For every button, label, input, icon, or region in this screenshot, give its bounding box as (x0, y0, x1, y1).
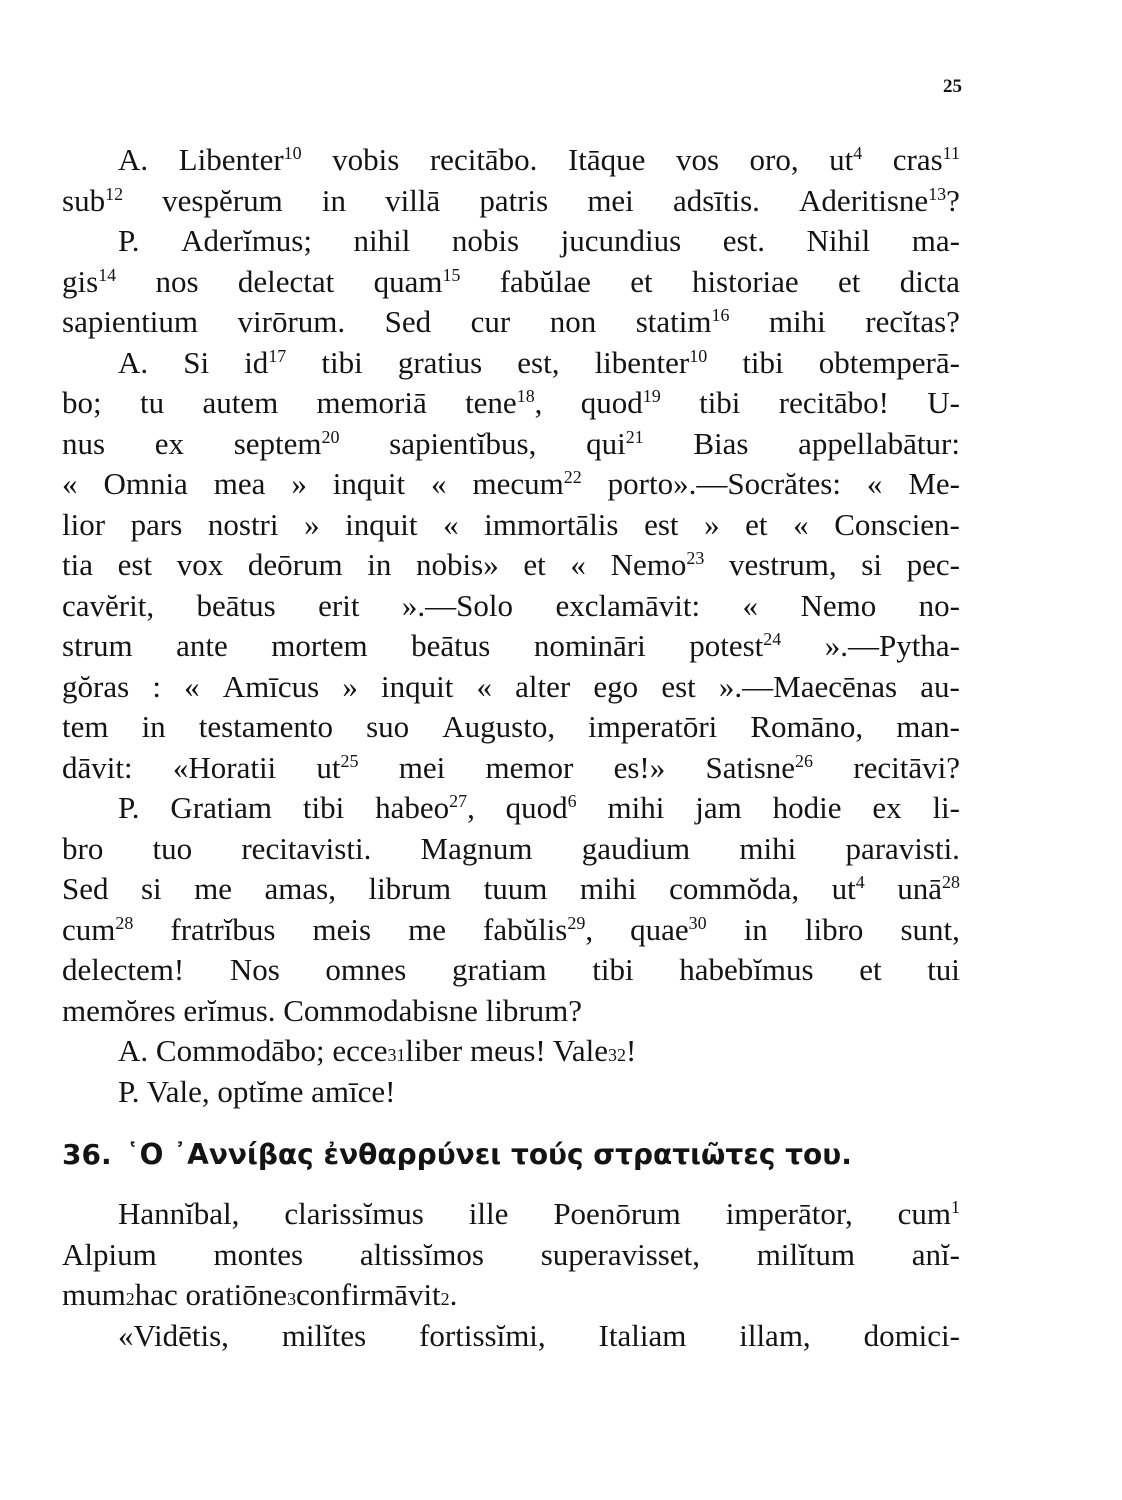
word: memor (485, 749, 574, 785)
word: altissĭmos (359, 1236, 484, 1272)
word: $id^{17}$ (244, 344, 287, 380)
text-line (62, 912, 960, 953)
word: et (745, 506, 768, 542)
word: Sed (384, 304, 432, 339)
word: delectem! (62, 952, 185, 987)
word: tuum (483, 871, 548, 906)
word: suo (366, 709, 410, 744)
word: mei (587, 182, 634, 218)
word: bro (62, 830, 104, 866)
word: domici- (863, 1317, 960, 1353)
text-line (62, 952, 960, 993)
word: Sed (62, 871, 109, 906)
word: in (367, 547, 392, 582)
word: $ut^{25}$ (316, 749, 359, 785)
word: «Horatii (172, 749, 277, 785)
word: septem$^{20}$ (233, 425, 340, 461)
word: vestrum, (728, 547, 837, 582)
word: est, (517, 344, 560, 380)
word: tibi (302, 790, 345, 825)
word: patris (479, 182, 549, 218)
word: P. (118, 790, 140, 825)
word: nobis» (416, 547, 499, 582)
word: nobis (451, 223, 520, 258)
word: « (570, 547, 586, 582)
word: adsītis. (672, 182, 760, 218)
word: et (630, 263, 653, 299)
word: et (523, 547, 546, 582)
text-line (62, 709, 960, 750)
word: lior (62, 506, 106, 542)
word: recitavisti. (241, 830, 372, 866)
word: « (476, 668, 492, 704)
word: Alpium (62, 1236, 157, 1272)
word: habeo$^{27}$, (375, 790, 475, 825)
word: gis$^{14}$ (62, 263, 117, 299)
text-line (62, 831, 960, 872)
word: Italiam (598, 1317, 687, 1353)
word: recitābo! (778, 385, 889, 420)
word: ille (468, 1196, 509, 1231)
word: recitāvi? (853, 749, 960, 785)
word: es!» (613, 749, 666, 785)
text-line (62, 628, 960, 669)
word: cum$^1$ (897, 1196, 960, 1231)
word: et (838, 263, 861, 299)
word: « (62, 466, 78, 501)
word: Nemo (800, 587, 877, 623)
word: Hannĭbal, (118, 1196, 240, 1231)
text-line (62, 871, 960, 912)
word: Bias (693, 425, 749, 461)
word: tui (927, 952, 960, 987)
word: bo; (62, 385, 102, 420)
word: non (549, 304, 597, 339)
text-line (62, 466, 960, 507)
word: superavisset, (540, 1236, 700, 1272)
word: beātus (411, 628, 491, 663)
word: Me- (908, 466, 960, 501)
word: paravisti. (845, 830, 960, 866)
word: pars (130, 506, 183, 542)
text-line: P. Vale, optĭme amīce! (118, 1073, 396, 1109)
word: : (152, 668, 161, 704)
word: « (742, 587, 758, 623)
word: ma- (911, 223, 960, 258)
text-line (62, 223, 960, 264)
word: ex (872, 790, 902, 825)
text-line (62, 264, 960, 305)
word: si (861, 547, 882, 582)
word: unā$^{28}$ (897, 871, 960, 906)
word: tuo (152, 830, 193, 866)
word: sapientĭbus, (389, 425, 537, 461)
word: commŏda, (669, 871, 800, 906)
word: vobis (332, 142, 400, 177)
word: $ut^4$ (831, 871, 865, 906)
word: vos (675, 142, 720, 177)
text-line (62, 304, 960, 345)
word: ante (176, 628, 228, 663)
word: virōrum. (237, 304, 346, 339)
word: » (304, 506, 320, 542)
word: « (866, 466, 883, 501)
word: montes (213, 1236, 304, 1272)
word: anĭ- (911, 1236, 960, 1272)
word: qui$^{21}$ (586, 425, 644, 461)
word: hodie (772, 790, 842, 825)
word: fabŭlae (499, 263, 591, 299)
word: tene$^{18}$, (465, 385, 543, 420)
word: Magnum (420, 830, 533, 866)
word: Itāque (567, 142, 646, 177)
text-block (62, 142, 960, 1358)
section-heading (62, 1122, 960, 1186)
text-line (62, 790, 960, 831)
word: tibi (321, 344, 363, 380)
word: porto».—Socrătes: (607, 466, 841, 501)
word: omnes (325, 952, 407, 987)
word: Conscien- (834, 506, 960, 542)
text-line (62, 345, 960, 386)
word: cur (470, 304, 511, 339)
word: quod$^{19}$ (580, 385, 661, 420)
word: testamento (198, 709, 334, 744)
word: $ut^4$ (829, 142, 863, 177)
word: sub$^{12}$ (62, 182, 124, 218)
word: me (408, 911, 446, 947)
word: ex (154, 425, 185, 461)
word: meis (312, 911, 372, 947)
word: habebĭmus (679, 952, 814, 987)
text-line (62, 1318, 960, 1359)
word: dicta (899, 263, 960, 299)
word: illam, (739, 1317, 811, 1353)
text-line (62, 1196, 960, 1237)
section-title: ῾Ο ᾿Αννίβας ἐνθαρρύνει τούς στρατιῶτες του. (125, 1137, 852, 1171)
word: « (793, 506, 809, 542)
word: Aderĭmus; (181, 223, 312, 258)
word: mea (213, 466, 266, 501)
word: imperatōri (588, 709, 718, 744)
word: gratius (397, 344, 483, 380)
text-line (62, 507, 960, 548)
word: mortem (271, 628, 368, 663)
word: Omnia (103, 466, 188, 501)
word: oro, (749, 142, 799, 177)
word: Aderitisne$^{13}$? (799, 182, 960, 218)
word: P. (118, 223, 140, 258)
word: historiae (691, 263, 799, 299)
text-line (62, 183, 960, 224)
word: tia (62, 547, 93, 582)
word: gaudium (581, 830, 691, 866)
word: librum (368, 871, 452, 906)
word: milĭtes (281, 1317, 367, 1353)
word: au- (920, 668, 960, 704)
word: Nemo$^{23}$ (610, 547, 705, 582)
word: Libenter$^{10}$ (178, 142, 302, 177)
word: obtemperā- (818, 344, 960, 380)
text-line: A. Commodābo; ecce 31 liber meus! Vale 32 ! (118, 1033, 637, 1068)
word: Nihil (806, 223, 871, 258)
word: tibi (699, 385, 741, 420)
word: cras$^{11}$ (892, 142, 960, 177)
word: tem (62, 709, 109, 744)
word: Gratiam (170, 790, 272, 825)
word: no- (918, 587, 960, 623)
word: erit (318, 587, 360, 623)
word: mihi (579, 871, 637, 906)
word: « (443, 506, 459, 542)
text-line (62, 588, 960, 629)
word: Poenōrum (553, 1196, 681, 1231)
word: Amīcus (222, 668, 320, 704)
word: A. (118, 344, 149, 380)
word: imperātor, (725, 1196, 853, 1231)
word: mei (398, 749, 446, 785)
word: li- (932, 790, 960, 825)
word: mihi (739, 830, 797, 866)
word: quod$^6$ (505, 790, 577, 825)
word: « (431, 466, 447, 501)
word: » (291, 466, 307, 501)
word: cum$^{28}$ (62, 911, 134, 947)
word: dāvit: (62, 749, 133, 785)
word: gratiam (451, 952, 547, 987)
word: mihi (607, 790, 665, 825)
word: villā (385, 182, 441, 218)
word: jam (695, 790, 742, 825)
word: strum (62, 628, 133, 663)
word: ».—Maecēnas (718, 668, 898, 704)
word: Satisne$^{26}$ (705, 749, 814, 785)
word: in (321, 182, 346, 218)
word: fortissĭmi, (419, 1317, 546, 1353)
word: quam$^{15}$ (373, 263, 461, 299)
word: inquit (381, 668, 454, 704)
word: amas, (264, 871, 336, 906)
word: Si (183, 344, 210, 380)
word: autem (202, 385, 279, 420)
word: recitābo. (429, 142, 538, 177)
text-line (62, 385, 960, 426)
text-line (62, 547, 960, 588)
page-number: 25 (943, 76, 962, 97)
word: tibi (592, 952, 634, 987)
word: memoriā (316, 385, 427, 420)
word: deōrum (247, 547, 343, 582)
word: » (704, 506, 720, 542)
word: Nos (229, 952, 280, 987)
word: « (184, 668, 200, 704)
word: beātus (196, 587, 276, 623)
word: est (661, 668, 696, 704)
word: et (859, 952, 882, 987)
word: cavĕrit, (62, 587, 155, 623)
text-line: memŏres erĭmus. Commodabisne librum? (62, 992, 583, 1028)
word: est (117, 547, 153, 582)
text-line (62, 1237, 960, 1278)
word: » (342, 668, 358, 704)
word: me (194, 871, 233, 906)
word: vespĕrum (162, 182, 283, 218)
word: delectat (237, 263, 335, 299)
word: est (644, 506, 679, 542)
word: in (743, 911, 768, 947)
word: mecum$^{22}$ (472, 466, 582, 501)
word: fratrĭbus (170, 911, 276, 947)
word: sunt, (900, 911, 960, 947)
word: fabŭlis$^{29}$, (483, 911, 594, 947)
word: si (140, 871, 162, 906)
word: quae$^{30}$ (630, 911, 707, 947)
word: nihil (353, 223, 411, 258)
word: ».—Pytha- (824, 628, 960, 663)
word: U- (927, 385, 960, 420)
dialogue-section (62, 142, 960, 1114)
word: libenter$^{10}$ (594, 344, 708, 380)
word: clarissĭmus (284, 1196, 424, 1231)
word: libro (804, 911, 864, 947)
word: pec- (906, 547, 960, 582)
word: «Vidētis, (118, 1317, 229, 1353)
word: A. (118, 142, 149, 177)
word: Augusto, (442, 709, 556, 744)
word: in (141, 709, 166, 744)
word: nos (155, 263, 199, 299)
word: immortālis (484, 506, 619, 542)
word: milĭtum (756, 1236, 855, 1272)
word: man- (896, 709, 960, 744)
narrative-section (62, 1196, 960, 1358)
word: nostri (207, 506, 279, 542)
word: ».—Solo (401, 587, 514, 623)
word: statim$^{16}$ (635, 304, 730, 339)
word: est. (722, 223, 765, 258)
word: vox (176, 547, 224, 582)
text-line (62, 750, 960, 791)
word: nus (62, 425, 106, 461)
word: exclamāvit: (555, 587, 701, 623)
word: inquit (332, 466, 406, 501)
word: inquit (345, 506, 418, 542)
text-line (62, 426, 960, 467)
word: potest$^{24}$ (689, 628, 782, 663)
word: Romāno, (750, 709, 864, 744)
word: gŏras (62, 668, 130, 704)
word: jucundius (560, 223, 682, 258)
section-number: 36. (62, 1137, 112, 1171)
text-line (62, 142, 960, 183)
word: recĭtas? (865, 304, 960, 339)
word: mihi (768, 304, 826, 339)
word: tu (139, 385, 165, 420)
word: alter (515, 668, 571, 704)
word: appellabātur: (798, 425, 960, 461)
word: ego (593, 668, 639, 704)
text-line: mum 2 hac oratiōne 3 confirmāvit 2 . (62, 1277, 458, 1312)
word: nomināri (533, 628, 646, 663)
word: sapientium (62, 304, 199, 339)
text-line (62, 669, 960, 710)
word: tibi (742, 344, 784, 380)
